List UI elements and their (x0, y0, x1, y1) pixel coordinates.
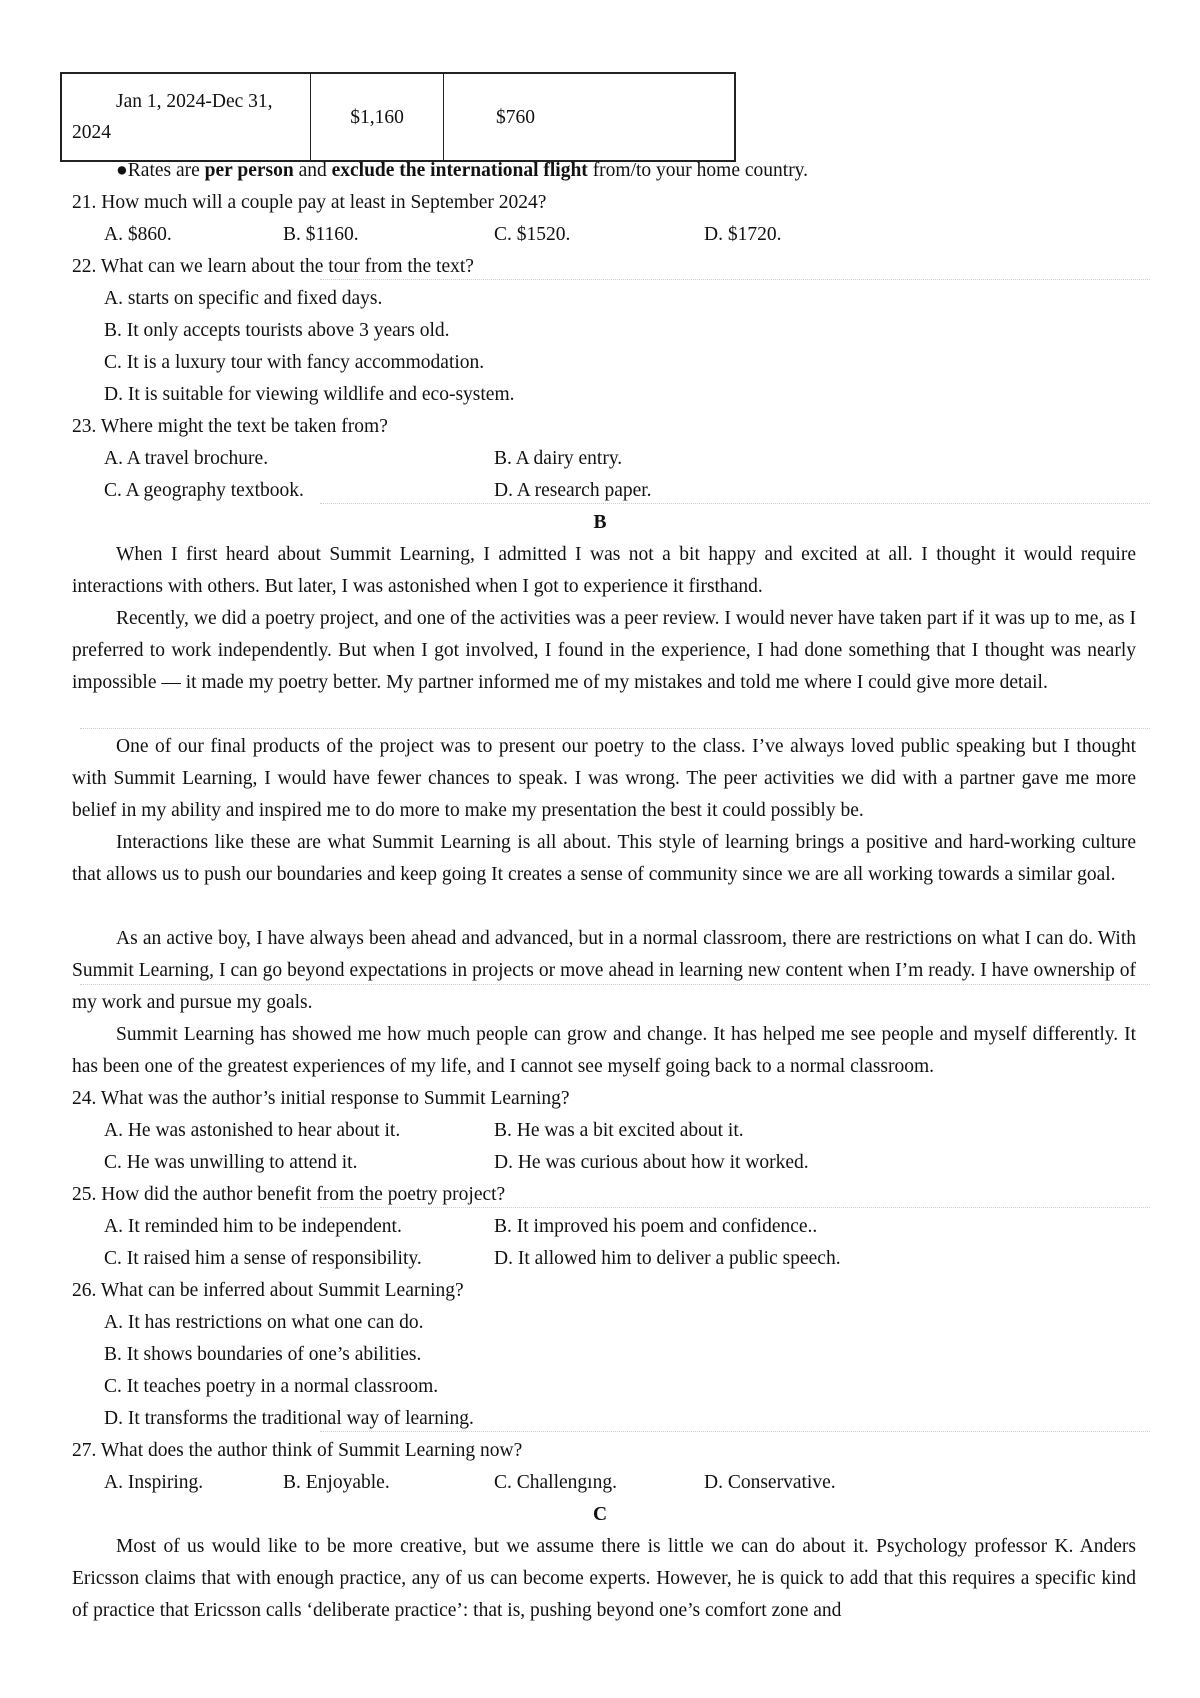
q27-option-b[interactable]: B. Enjoyable. (283, 1472, 390, 1493)
divider (320, 1431, 1150, 1432)
question-21: 21. How much will a couple pay at least in September 2024? (72, 192, 547, 213)
q22-option-c[interactable]: C. It is a luxury tour with fancy accommodation. (104, 352, 485, 373)
q27-option-c[interactable]: C. Challengıng. (494, 1472, 617, 1493)
q24-option-a[interactable]: A. He was astonished to hear about it. (104, 1120, 401, 1141)
q22-option-d[interactable]: D. It is suitable for viewing wildlife and eco-system. (104, 384, 515, 405)
q26-option-c[interactable]: C. It teaches poetry in a normal classroom. (104, 1376, 439, 1397)
question-22: 22. What can we learn about the tour from the text? (72, 256, 474, 277)
q21-option-b[interactable]: B. $1160. (283, 224, 359, 245)
q23-option-a[interactable]: A. A travel brochure. (104, 448, 269, 469)
q27-option-d[interactable]: D. Conservative. (704, 1472, 836, 1493)
price-cell-a: $1,160 (311, 73, 444, 161)
bullet-icon: ● (116, 160, 128, 181)
period-line-1: Jan 1, 2024-Dec 31, (116, 91, 273, 112)
q25-option-a[interactable]: A. It reminded him to be independent. (104, 1216, 402, 1237)
passage-b-paragraph: Interactions like these are what Summit Learning is all about. This style of learning brings a positive and hard-working culture that allows us to push our boundaries and keep going It creates a sense of community since we are all working towards a similar goal. (72, 832, 1136, 885)
question-27: 27. What does the author think of Summit Learning now? (72, 1440, 523, 1461)
divider (320, 1207, 1150, 1208)
q25-option-c[interactable]: C. It raised him a sense of responsibility. (104, 1248, 422, 1269)
q23-option-d[interactable]: D. A research paper. (494, 480, 652, 501)
q22-option-b[interactable]: B. It only accepts tourists above 3 years old. (104, 320, 450, 341)
rates-table (60, 72, 736, 162)
passage-b-paragraph: Summit Learning has showed me how much people can grow and change. It has helped me see people and myself differently. It has been one of the greatest experiences of my life, and I cannot see myself going back to a normal classroom. (72, 1024, 1136, 1077)
question-25: 25. How did the author benefit from the poetry project? (72, 1184, 506, 1205)
q24-option-d[interactable]: D. He was curious about how it worked. (494, 1152, 809, 1173)
q26-option-a[interactable]: A. It has restrictions on what one can do. (104, 1312, 424, 1333)
section-heading-b: B (593, 512, 607, 533)
passage-b-paragraph: When I first heard about Summit Learning, I admitted I was not a bit happy and excited at all. I thought it would require interactions with others. But later, I was astonished when I got to experience it firsthand. (72, 544, 1136, 597)
q23-option-b[interactable]: B. A dairy entry. (494, 448, 623, 469)
passage-b-paragraph: As an active boy, I have always been ahead and advanced, but in a normal classroom, there are restrictions on what I can do. With Summit Learning, I can go beyond expectations in projects or move ahead in learning new content when I’m ready. I have ownership of my work and pursue my goals. (72, 928, 1136, 1013)
q21-option-d[interactable]: D. $1720. (704, 224, 782, 245)
q24-option-b[interactable]: B. He was a bit excited about it. (494, 1120, 744, 1141)
question-24: 24. What was the author’s initial response to Summit Learning? (72, 1088, 570, 1109)
divider (80, 728, 1150, 729)
period-cell (61, 73, 311, 161)
divider (320, 503, 1150, 504)
q21-option-a[interactable]: A. $860. (104, 224, 172, 245)
passage-c-paragraph: Most of us would like to be more creative, but we assume there is little we can do about it. Psychology professor K. Anders Ericsson claims that with enough practice, any of us can become experts. However, he is quick to add that this requires a specific kind of practice that Ericsson calls ‘deliberate practice’: that is, pushing beyond one’s comfort zone and (72, 1536, 1136, 1621)
table-row (61, 73, 735, 161)
q24-option-c[interactable]: C. He was unwilling to attend it. (104, 1152, 358, 1173)
passage-b-paragraph: Recently, we did a poetry project, and one of the activities was a peer review. I would never have taken part if it was up to me, as I preferred to work independently. But when I got involved, I found in the experience, I had done something that I thought was nearly impossible — it made my poetry better. My partner informed me of my mistakes and told me where I could give more detail. (72, 608, 1136, 693)
q22-option-a[interactable]: A. starts on specific and fixed days. (104, 288, 383, 309)
section-heading-c: C (592, 1504, 608, 1525)
q26-option-d[interactable]: D. It transforms the traditional way of learning. (104, 1408, 474, 1429)
passage-b-paragraph: One of our final products of the project was to present our poetry to the class. I’ve always loved public speaking but I thought with Summit Learning, I would have fewer chances to speak. I was wrong. The peer activities we did with a partner gave me more belief in my ability and inspired me to do more to make my presentation the best it could possibly be. (72, 736, 1136, 821)
price-cell-b: $760 (444, 73, 736, 161)
period-line-2: 2024 (72, 122, 111, 143)
question-26: 26. What can be inferred about Summit Learning? (72, 1280, 464, 1301)
q25-option-b[interactable]: B. It improved his poem and confidence.. (494, 1216, 818, 1237)
divider (80, 984, 1150, 985)
q26-option-b[interactable]: B. It shows boundaries of one’s abilities. (104, 1344, 422, 1365)
divider (320, 279, 1150, 280)
q27-option-a[interactable]: A. Inspiring. (104, 1472, 204, 1493)
q23-option-c[interactable]: C. A geography textbook. (104, 480, 304, 501)
q21-option-c[interactable]: C. $1520. (494, 224, 571, 245)
rates-note: ●Rates are per person and exclude the international flight from/to your home country. (116, 160, 809, 181)
q25-option-d[interactable]: D. It allowed him to deliver a public speech. (494, 1248, 841, 1269)
question-23: 23. Where might the text be taken from? (72, 416, 388, 437)
